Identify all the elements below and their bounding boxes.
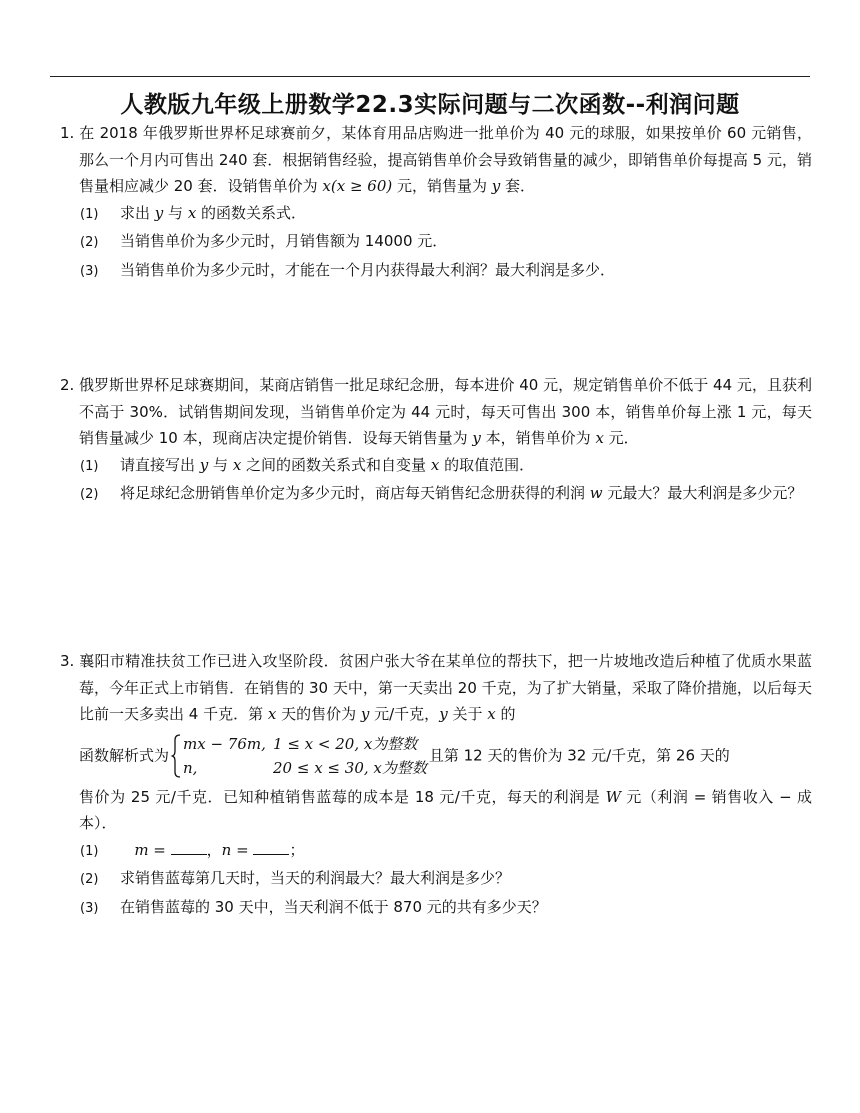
problem-number: 1. bbox=[60, 124, 75, 142]
piecewise-function: mx − 76m, 1 ≤ x < 20, x为整数 n, 20 ≤ x ≤ 30, x为整数 bbox=[171, 732, 427, 780]
sub-question: (3) 在销售蓝莓的 30 天中，当天利润不低于 870 元的共有多少天？ bbox=[80, 897, 547, 916]
problem-stem: 2. 俄罗斯世界杯足球赛期间，某商店销售一批足球纪念册，每本进价 40 元，规定销售单价不低于 44 元，且获利不高于 30%．试销售期间发现，当销售单价定为 44 元时，每天可售出 300 本，销售单价每上涨 1 元，每天销售量减少 10 本，现商店决定提价销售．设每天销售量为 y 本，销售单价为 x 元． bbox=[60, 372, 812, 452]
sub-question: (2) 将足球纪念册销售单价定为多少元时，商店每天销售纪念册获得的利润 w 元最大？最大利润是多少元？ bbox=[80, 484, 803, 502]
problem-2 bbox=[60, 372, 812, 509]
header-rule bbox=[50, 76, 810, 77]
problem-stem: 3. 襄阳市精准扶贫工作已进入攻坚阶段．贫困户张大爷在某单位的帮扶下，把一片坡地改造后种植了优质水果蓝莓，今年正式上市销售．在销售的 30 天中，第一天卖出 20 千克，为了扩大销量，采取了降价措施，以后每天比前一天多卖出 4 千克．第 x 天的售价为 y 元/千克，y 关于 x 的 bbox=[60, 648, 812, 728]
answer-blank-n[interactable] bbox=[253, 838, 289, 855]
problem-stem-continued: 售价为 25 元/千克．已知种植销售蓝莓的成本是 18 元/千克，每天的利润是 W 元（利润 = 销售收入 − 成本）． bbox=[79, 787, 813, 832]
sub-question: (1) 求出 y 与 x 的函数关系式． bbox=[80, 203, 307, 222]
sub-question: (2) 求销售蓝莓第几天时，当天的利润最大？最大利润是多少？ bbox=[80, 869, 511, 887]
problem-3 bbox=[60, 648, 812, 922]
problem-number: 3. bbox=[60, 652, 75, 670]
problem-number: 2. bbox=[60, 376, 75, 394]
sub-question: (3) 当销售单价为多少元时，才能在一个月内获得最大利润？最大利润是多少． bbox=[80, 260, 616, 279]
sub-question: (1) 请直接写出 y 与 x 之间的函数关系式和自变量 x 的取值范围． bbox=[80, 455, 535, 474]
problem-stem: 1. 在 2018 年俄罗斯世界杯足球赛前夕，某体育用品店购进一批单价为 40 元的球服，如果按单价 60 元销售，那么一个月内可售出 240 套．根据销售经验，提高销售单价会导致销售量的减少，即销售单价每提高 5 元，销售量相应减少 20 套．设销售单价为 x(x ≥ 60) 元，销售量为 y 套． bbox=[60, 120, 812, 200]
piecewise-line: 函数解析式为 mx − 76m, 1 ≤ x < 20, x为整数 n, 20 ≤ x ≤ 30, x为整数 且第 12 天的售价为 32 元/千克，第 26 天的 bbox=[60, 732, 812, 780]
sub-question: (2) 当销售单价为多少元时，月销售额为 14000 元． bbox=[80, 232, 448, 250]
problem-1 bbox=[60, 120, 812, 285]
brace-icon bbox=[171, 734, 181, 778]
sub-question: (1) m = ，n = ； bbox=[60, 837, 812, 866]
page-title: 人教版九年级上册数学22.3实际问题与二次函数--利润问题 bbox=[120, 92, 740, 118]
answer-blank-m[interactable] bbox=[171, 838, 207, 855]
